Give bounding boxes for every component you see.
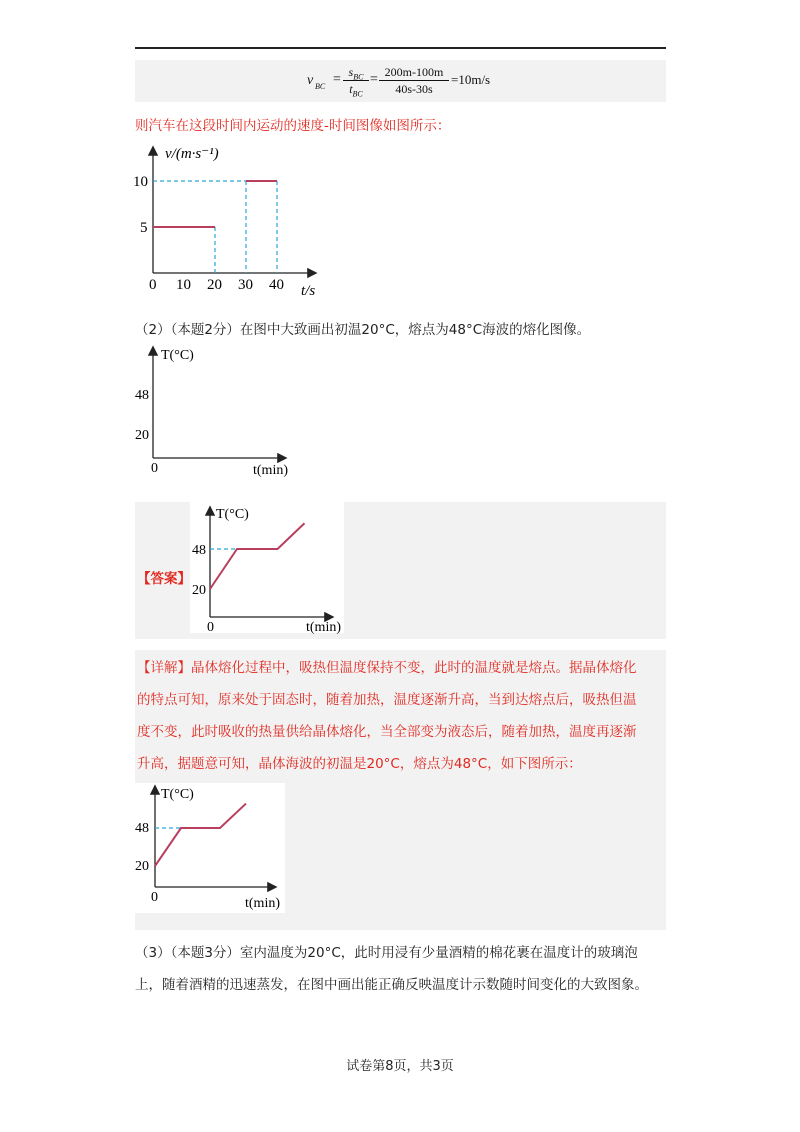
detail-line-4: 升高，据题意可知，晶体海波的初温是20°C，熔点为48°C，如下图所示： (137, 756, 582, 772)
detail-line-3: 度不变，此时吸收的热量供给晶体熔化，当全部变为液态后，随着加热，温度再逐渐 (137, 724, 637, 740)
vt-y-tick-5: 5 (140, 220, 148, 236)
answer-label: 【答案】 (137, 571, 191, 587)
vt-x-tick-30: 30 (238, 277, 253, 293)
det-melting-curve (155, 804, 246, 866)
question-3 (135, 943, 666, 1007)
blank-x-label: t(min) (253, 463, 288, 478)
header-rule (135, 47, 666, 49)
formula-frac-symbolic (343, 64, 369, 97)
blank-tick-48: 48 (135, 388, 149, 403)
frac1-num-sub: BC (353, 72, 364, 82)
det-x-label: t(min) (245, 896, 280, 911)
frac2-den: 40s-30s (395, 82, 433, 96)
frac1-den-sub: BC (352, 89, 363, 99)
vt-y-tick-10: 10 (133, 174, 148, 190)
vt-y-label: v/(m·s⁻¹) (165, 146, 219, 162)
formula-equals-2: = (370, 72, 378, 87)
ans-origin: 0 (207, 620, 214, 635)
det-tick-20: 20 (135, 859, 149, 874)
intro-line: 则汽车在这段时间内运动的速度-时间图像如图所示： (135, 118, 451, 134)
blank-tick-20: 20 (135, 428, 149, 443)
frac1-num: s (348, 65, 354, 79)
vt-x-tick-40: 40 (269, 277, 284, 293)
blank-melting-graph (135, 340, 305, 480)
det-y-label: T(°C) (161, 787, 194, 802)
vt-x-tick-0: 0 (149, 277, 157, 293)
vt-x-label: t/s (301, 283, 316, 299)
answer-melting-graph (190, 502, 350, 636)
ans-x-label: t(min) (306, 620, 341, 635)
det-tick-48: 48 (135, 821, 149, 836)
velocity-formula (307, 64, 567, 100)
page-footer: 试卷第8页，共3页 (346, 1059, 454, 1074)
frac2-num: 200m-100m (379, 64, 449, 81)
frac1-den: t (349, 82, 353, 96)
vt-x-tick-20: 20 (207, 277, 222, 293)
velocity-time-graph (135, 136, 335, 302)
blank-y-label: T(°C) (161, 348, 194, 363)
formula-equals: = (333, 72, 341, 87)
detail-paragraph (137, 658, 661, 786)
formula-lhs-sub: BC (315, 82, 326, 91)
question-3-line-2: 上，随着酒精的迅速蒸发，在图中画出能正确反映温度计示数随时间变化的大致图象。 (135, 977, 648, 993)
detail-melting-graph (135, 783, 295, 917)
det-origin: 0 (151, 890, 158, 905)
blank-origin: 0 (151, 461, 158, 476)
formula-frac-numeric (379, 64, 449, 97)
formula-lhs-var: v (307, 73, 314, 88)
formula-result: =10m/s (451, 72, 491, 87)
question-2: （2）（本题2分）在图中大致画出初温20°C，熔点为48°C海波的熔化图像。 (135, 322, 591, 338)
ans-melting-curve (210, 523, 305, 589)
ans-y-label: T(°C) (216, 507, 249, 522)
ans-tick-20: 20 (192, 583, 206, 598)
question-3-line-1: （3）（本题3分）室内温度为20°C，此时用浸有少量酒精的棉花裹在温度计的玻璃泡 (135, 945, 638, 961)
vt-x-tick-10: 10 (176, 277, 191, 293)
detail-line-1: 【详解】晶体熔化过程中，吸热但温度保持不变，此时的温度就是熔点。据晶体熔化 (137, 660, 637, 676)
detail-line-2: 的特点可知，原来处于固态时，随着加热，温度逐渐升高，当到达熔点后，吸热但温 (137, 692, 637, 708)
ans-tick-48: 48 (192, 543, 206, 558)
